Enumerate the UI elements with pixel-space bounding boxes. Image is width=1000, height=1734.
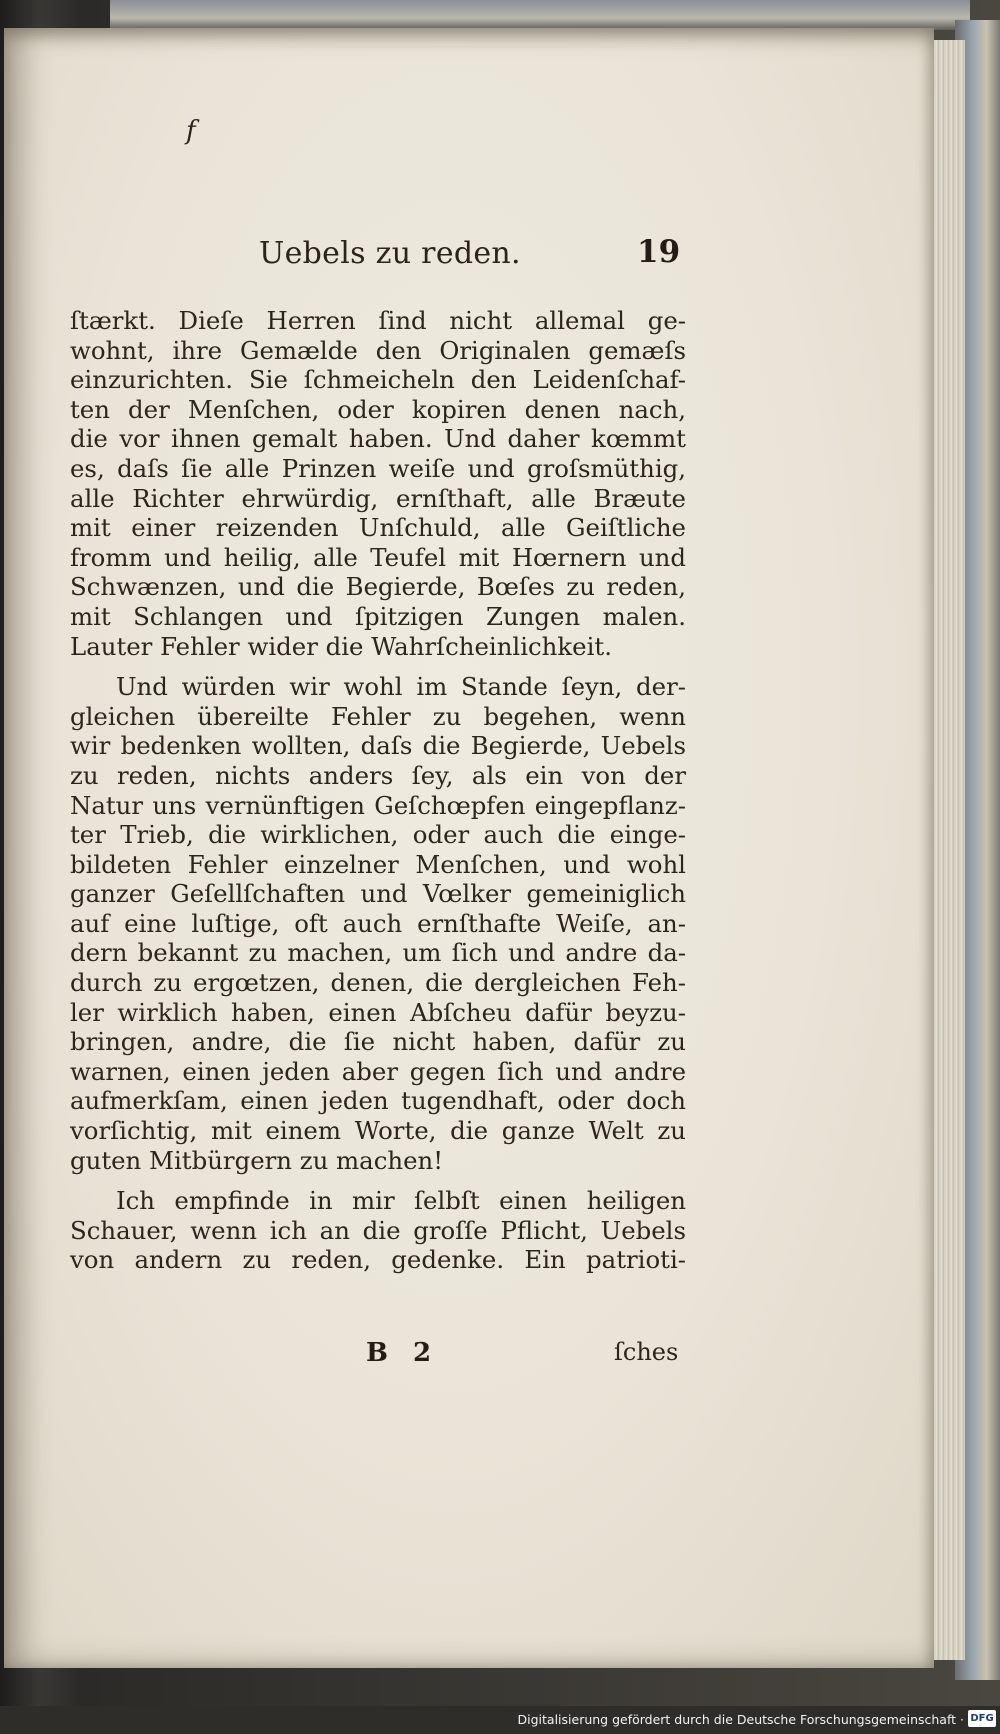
text-line: Natur uns vernünftigen Geſchœpfen eingepflanz-	[70, 790, 686, 820]
text-line: Schauer, wenn ich an die groſſe Pflicht, Uebels	[70, 1215, 686, 1245]
funding-credit: Digitalisierung gefördert durch die Deutsche Forschungsgemeinschaft ·	[517, 1712, 964, 1727]
text-line: guten Mitbürgern zu machen!	[70, 1145, 444, 1175]
dfg-logo-icon: DFG	[968, 1710, 996, 1727]
text-line: alle Richter ehrwürdig, ernſthaft, alle Bræute	[70, 483, 686, 513]
text-line: dern bekannt zu machen, um ſich und andre da-	[70, 938, 686, 968]
text-line: von andern zu reden, gedenke. Ein patrioti-	[70, 1245, 686, 1275]
text-line: bildeten Fehler einzelner Menſchen, und wohl	[70, 849, 686, 879]
text-line: aufmerkſam, einen jeden tugendhaft, oder doch	[70, 1086, 686, 1116]
page-number: 19	[637, 234, 681, 270]
text-line: einzurichten. Sie ſchmeicheln den Leidenſchaf-	[70, 365, 686, 395]
text-line: auf eine luſtige, oft auch ernſthafte Weiſe, an-	[70, 908, 686, 938]
text-line: wohnt, ihre Gemælde den Originalen gemæſs	[70, 335, 686, 365]
text-line: vorſichtig, mit einem Worte, die ganze Welt zu	[70, 1116, 686, 1146]
paragraph	[70, 306, 686, 661]
text-line: ler wirklich haben, einen Abſcheu dafür beyzu-	[70, 997, 686, 1027]
text-line: zu reden, nichts anders ſey, als ein von der	[70, 760, 686, 790]
text-line: Ich empfinde in mir ſelbſt einen heiligen	[116, 1186, 686, 1216]
text-line: ten der Menſchen, oder kopiren denen nach,	[70, 394, 686, 424]
text-line: warnen, einen jeden aber gegen ſich und andre	[70, 1056, 686, 1086]
paragraph	[70, 672, 686, 1175]
text-line: ganzer Geſellſchaften und Vœlker gemeiniglich	[70, 879, 686, 909]
text-line: wir bedenken wollten, daſs die Begierde, Uebels	[70, 731, 686, 761]
text-line: die vor ihnen gemalt haben. Und daher kœmmt	[70, 424, 686, 454]
signature-mark: B 2	[366, 1338, 440, 1368]
text-line: mit einer reizenden Unſchuld, alle Geiſtliche	[70, 513, 686, 543]
book-page	[4, 28, 934, 1668]
text-line: durch zu ergœtzen, denen, die dergleichen Feh-	[70, 968, 686, 998]
text-line: Schwænzen, und die Begierde, Bœſes zu reden,	[70, 572, 686, 602]
book-top-edge	[110, 0, 970, 30]
running-head: Uebels zu reden.	[259, 236, 521, 271]
text-line: es, daſs ſie alle Prinzen weiſe und groſsmüthig,	[70, 453, 686, 483]
text-line: mit Schlangen und ſpitzigen Zungen malen.	[70, 601, 686, 631]
text-line: ter Trieb, die wirklichen, oder auch die einge-	[70, 820, 686, 850]
catchword: ſches	[614, 1338, 679, 1366]
text-line: bringen, andre, die ſie nicht haben, dafür zu	[70, 1027, 686, 1057]
text-line: Lauter Fehler wider die Wahrſcheinlichkeit.	[70, 631, 612, 661]
text-line: gleichen übereilte Fehler zu begehen, wenn	[70, 701, 686, 731]
text-line: fromm und heilig, alle Teufel mit Hœrnern und	[70, 542, 686, 572]
paragraph	[70, 1186, 686, 1275]
text-line: Und würden wir wohl im Stande ſeyn, der-	[116, 672, 686, 702]
stray-ink-mark: f	[186, 116, 196, 146]
body-text	[70, 306, 686, 1275]
text-line: ſtærkt. Dieſe Herren ſind nicht allemal ge-	[70, 306, 686, 335]
